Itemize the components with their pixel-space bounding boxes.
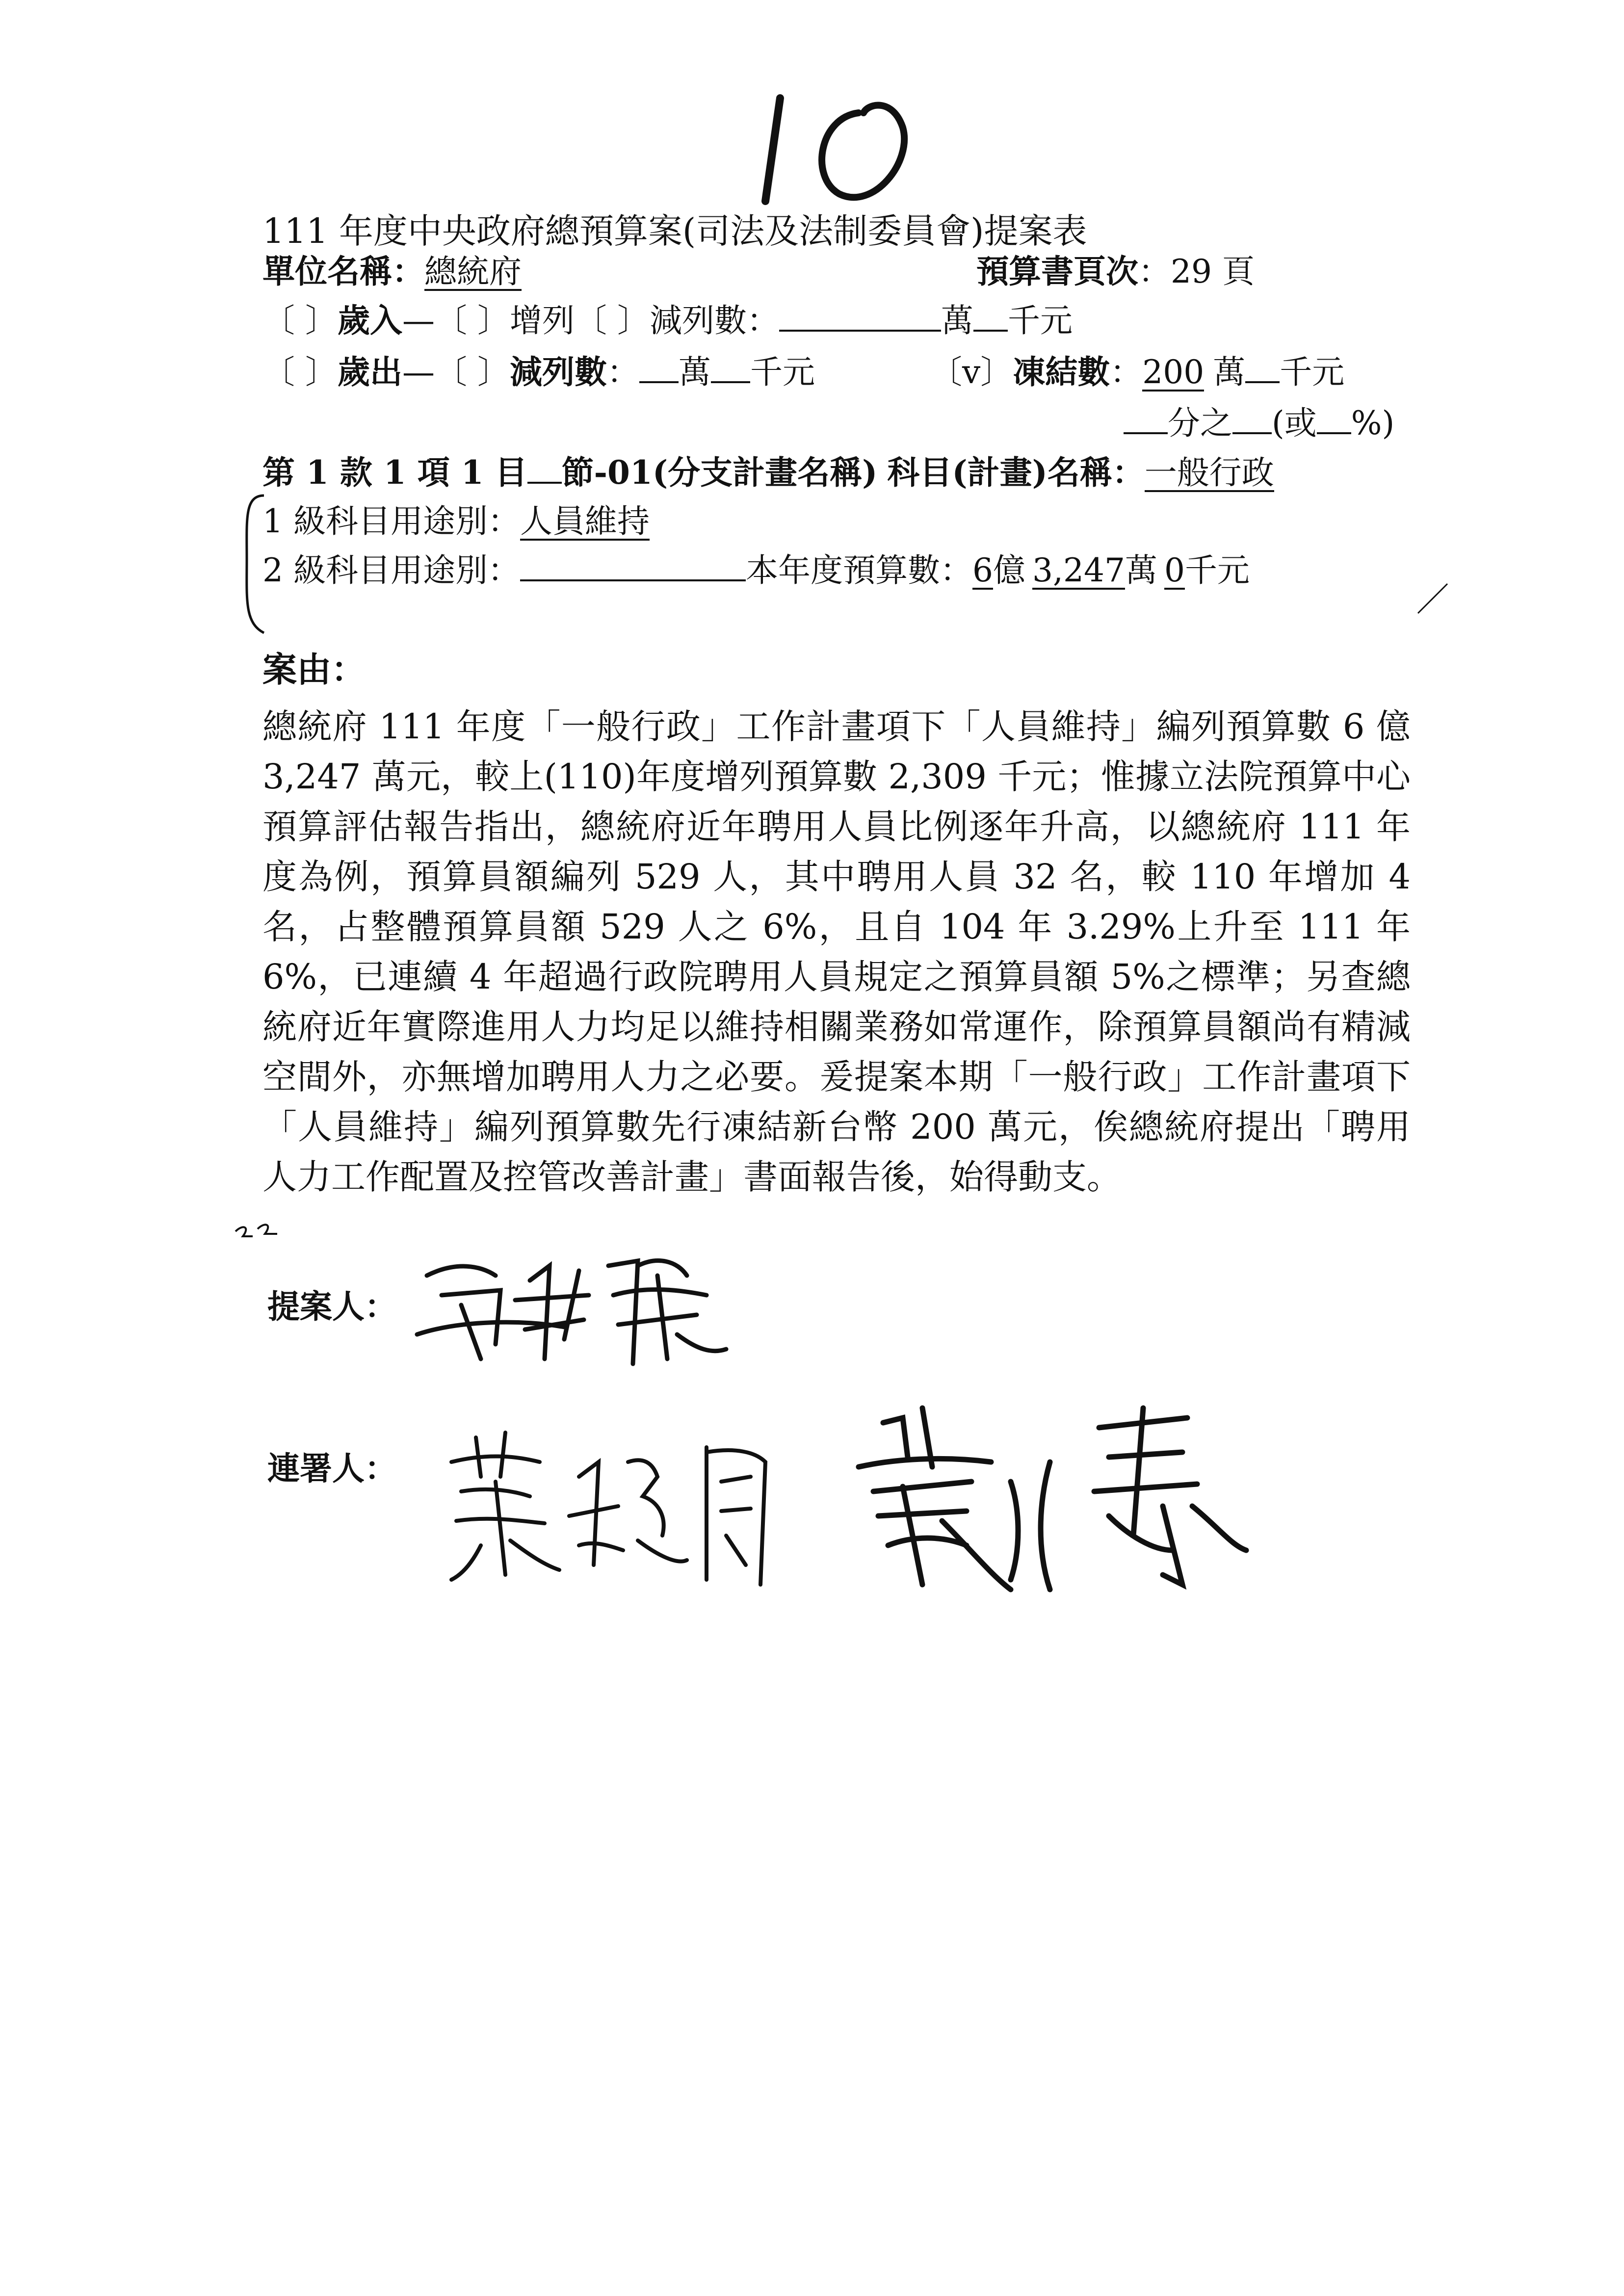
expense-dash: —〔 〕 [402,353,510,391]
budget-wan: 3,247 [1032,551,1125,589]
revenue-label: 歲入 [337,301,402,339]
fraction-blank-3 [1317,408,1351,434]
expense-label: 歲出 [337,353,402,391]
level2-budget-label: 本年度預算數： [745,551,972,589]
budget-qian: 0 [1164,551,1185,589]
level2-blank [520,555,746,581]
expense-blank-wan [639,357,679,383]
reason-label: 案由： [262,649,366,690]
level1-row [262,502,650,541]
item-blank [527,457,562,484]
revenue-blank-qian [973,305,1008,332]
page-ref-value: ：29 頁 [1138,253,1255,290]
freeze-row [930,353,1345,391]
expense-unit-qian: 千元 [750,353,815,391]
item-subject-label: 科目(計畫)名稱： [887,453,1145,492]
margin-mark-scribble [231,1212,289,1251]
fraction-blank-1 [1124,408,1168,434]
revenue-dash: — [402,302,435,339]
unit-row [262,252,522,291]
item-prefix: 第 1 款 1 項 1 目 [262,453,527,492]
item-row [262,453,1274,492]
budget-yi: 6 [972,551,993,589]
handwritten-page-number [746,83,932,211]
revenue-unit-wan: 萬 [941,302,973,339]
freeze-blank-qian [1245,357,1280,383]
expense-bracket: 〔 〕 [262,353,338,391]
fraction-row [1124,404,1395,442]
freeze-bracket: 〔v〕 [930,353,1013,391]
revenue-increase-reduce: 〔 〕增列〔 〕減列數： [434,302,779,339]
expense-reduce-label: 減列數 [509,353,607,391]
stray-tick-mark [1413,579,1452,618]
expense-row [262,353,815,391]
unit-label: 單位名稱： [262,252,424,290]
revenue-bracket: 〔 〕 [262,302,338,339]
budget-wan-unit: 萬 [1125,551,1157,589]
margin-mark [231,1212,289,1251]
freeze-unit-qian: 千元 [1280,353,1345,391]
expense-unit-wan: 萬 [678,353,711,391]
freeze-amount: 200 [1142,353,1205,391]
item-section: 節-01(分支計畫名稱) [561,453,878,492]
cosigner-signature-2 [844,1388,1285,1604]
page-title: 111 年度中央政府總預算案(司法及法制委員會)提案表 [262,211,1087,251]
freeze-unit-wan: 萬 [1213,353,1246,391]
page-ref-label: 預算書頁次 [976,252,1138,290]
budget-qian-unit: 千元 [1184,551,1250,589]
revenue-blank-wan [779,305,941,332]
level2-row [262,551,1250,590]
level1-value: 人員維持 [520,502,650,540]
fraction-blank-2 [1232,408,1272,434]
freeze-label: 凍結數 [1013,353,1110,391]
proposer-signature [402,1236,746,1374]
budget-yi-unit: 億 [993,551,1025,589]
revenue-unit-qian: 千元 [1007,302,1073,339]
unit-value: 總統府 [424,253,522,290]
level1-label: 1 級科目用途別： [262,502,520,540]
proposer-label: 提案人： [267,1287,397,1326]
expense-colon: ： [606,353,639,391]
freeze-colon: ： [1110,353,1143,391]
fraction-part3: %) [1351,404,1395,442]
expense-blank-qian [711,357,750,383]
fraction-part2: (或 [1272,404,1317,442]
fraction-part1: 分之 [1168,404,1232,442]
cosigner-label: 連署人： [267,1449,397,1487]
revenue-row [262,301,1073,339]
cosigner-signature-1 [432,1418,785,1604]
reason-text: 總統府 111 年度「一般行政」工作計畫項下「人員維持」編列預算數 6 億 3,247 萬元，較上(110)年度增列預算數 2,309 千元；惟據立法院預算中心預算評估報告指出，總統府近年聘用人員比例逐年升高，以總統府 111 年度為例，預算員額編列 529 人，其中聘用人員 32 名，較 110 年增加 4 名，占整體預算員額 529 人之 6%，且自 104 年 3.29%上升至 111 年 6%，已連續 4 年超過行政院聘用人員規定之預算員額 5%之標準；另查總統府近年實際進用人力均足以維持相關業務如常運作，除預算員額尚有精減空間外，亦無增加聘用人力之必要。爰提案本期「一般行政」工作計畫項下「人員維持」編列預算數先行凍結新台幣 200 萬元，俟總統府提出「聘用人力工作配置及控管改善計畫」書面報告後，始得動支。 [262,706,1411,1197]
page-ref-row [976,252,1255,290]
level2-label: 2 級科目用途別： [262,551,520,589]
item-subject-value: 一般行政 [1144,454,1274,492]
